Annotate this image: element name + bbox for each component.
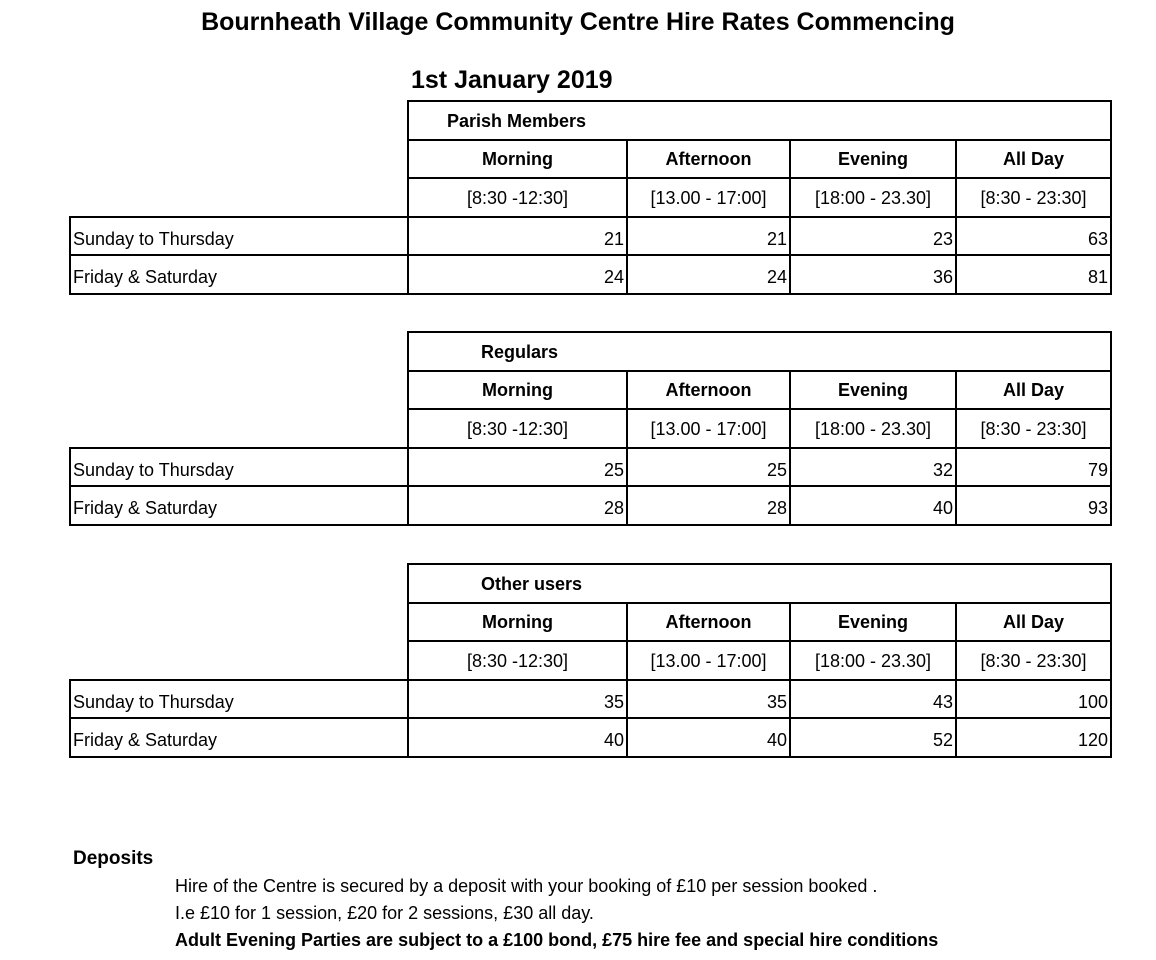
- column-hours-evening: [18:00 - 23.30]: [789, 177, 955, 217]
- column-hours-morning: [8:30 -12:30]: [407, 408, 626, 448]
- rates-table-parish-members: [69, 100, 1112, 294]
- column-hours-all-day: [8:30 - 23:30]: [955, 177, 1112, 217]
- column-hours-afternoon: [13.00 - 17:00]: [626, 177, 789, 217]
- rate-cell-sunday-to-thursday-all-day: 79: [955, 447, 1112, 487]
- rate-cell-friday-saturday-afternoon: 28: [626, 485, 789, 526]
- column-header-all-day: All Day: [955, 602, 1112, 642]
- row-label-sunday-to-thursday: Sunday to Thursday: [69, 679, 407, 719]
- column-hours-all-day: [8:30 - 23:30]: [955, 408, 1112, 448]
- column-header-all-day: All Day: [955, 370, 1112, 410]
- column-hours-evening: [18:00 - 23.30]: [789, 640, 955, 680]
- column-hours-all-day: [8:30 - 23:30]: [955, 640, 1112, 680]
- page-title: Bournheath Village Community Centre Hire Rates Commencing: [201, 8, 955, 36]
- rate-cell-friday-saturday-all-day: 120: [955, 717, 1112, 758]
- rate-cell-friday-saturday-afternoon: 24: [626, 254, 789, 295]
- column-hours-morning: [8:30 -12:30]: [407, 177, 626, 217]
- column-header-evening: Evening: [789, 139, 955, 179]
- column-header-all-day: All Day: [955, 139, 1112, 179]
- column-header-evening: Evening: [789, 602, 955, 642]
- rate-cell-sunday-to-thursday-all-day: 63: [955, 216, 1112, 256]
- rate-cell-friday-saturday-all-day: 81: [955, 254, 1112, 295]
- rate-cell-sunday-to-thursday-evening: 23: [789, 216, 955, 256]
- section-title: Other users: [407, 563, 1112, 603]
- deposit-text-line-1: Hire of the Centre is secured by a deposit with your booking of £10 per session booked .: [175, 876, 878, 896]
- effective-date: 1st January 2019: [411, 66, 613, 94]
- rate-cell-friday-saturday-evening: 40: [789, 485, 955, 526]
- column-header-afternoon: Afternoon: [626, 370, 789, 410]
- rate-cell-friday-saturday-morning: 28: [407, 485, 626, 526]
- column-header-morning: Morning: [407, 139, 626, 179]
- row-label-friday-saturday: Friday & Saturday: [69, 485, 407, 526]
- deposit-text-line-3: Adult Evening Parties are subject to a £100 bond, £75 hire fee and special hire conditions: [175, 930, 939, 950]
- column-hours-morning: [8:30 -12:30]: [407, 640, 626, 680]
- rate-cell-sunday-to-thursday-afternoon: 25: [626, 447, 789, 487]
- column-header-afternoon: Afternoon: [626, 602, 789, 642]
- rate-cell-friday-saturday-all-day: 93: [955, 485, 1112, 526]
- rate-cell-sunday-to-thursday-morning: 21: [407, 216, 626, 256]
- rate-cell-friday-saturday-evening: 36: [789, 254, 955, 295]
- rate-cell-sunday-to-thursday-morning: 35: [407, 679, 626, 719]
- rates-table-regulars: [69, 331, 1112, 525]
- rate-cell-sunday-to-thursday-morning: 25: [407, 447, 626, 487]
- rate-cell-friday-saturday-evening: 52: [789, 717, 955, 758]
- column-hours-afternoon: [13.00 - 17:00]: [626, 408, 789, 448]
- row-label-friday-saturday: Friday & Saturday: [69, 254, 407, 295]
- rate-cell-sunday-to-thursday-all-day: 100: [955, 679, 1112, 719]
- column-hours-evening: [18:00 - 23.30]: [789, 408, 955, 448]
- column-header-evening: Evening: [789, 370, 955, 410]
- deposits-heading: Deposits: [73, 848, 154, 869]
- column-header-morning: Morning: [407, 370, 626, 410]
- rate-cell-sunday-to-thursday-afternoon: 35: [626, 679, 789, 719]
- rate-cell-sunday-to-thursday-afternoon: 21: [626, 216, 789, 256]
- deposit-text-line-2: I.e £10 for 1 session, £20 for 2 sessions, £30 all day.: [175, 903, 594, 923]
- rate-cell-friday-saturday-afternoon: 40: [626, 717, 789, 758]
- rate-cell-friday-saturday-morning: 40: [407, 717, 626, 758]
- rate-cell-sunday-to-thursday-evening: 43: [789, 679, 955, 719]
- column-hours-afternoon: [13.00 - 17:00]: [626, 640, 789, 680]
- rates-table-other-users: [69, 563, 1112, 757]
- row-label-sunday-to-thursday: Sunday to Thursday: [69, 216, 407, 256]
- rate-cell-friday-saturday-morning: 24: [407, 254, 626, 295]
- rate-cell-sunday-to-thursday-evening: 32: [789, 447, 955, 487]
- row-label-friday-saturday: Friday & Saturday: [69, 717, 407, 758]
- row-label-sunday-to-thursday: Sunday to Thursday: [69, 447, 407, 487]
- column-header-morning: Morning: [407, 602, 626, 642]
- section-title: Parish Members: [407, 100, 1112, 140]
- section-title: Regulars: [407, 331, 1112, 371]
- column-header-afternoon: Afternoon: [626, 139, 789, 179]
